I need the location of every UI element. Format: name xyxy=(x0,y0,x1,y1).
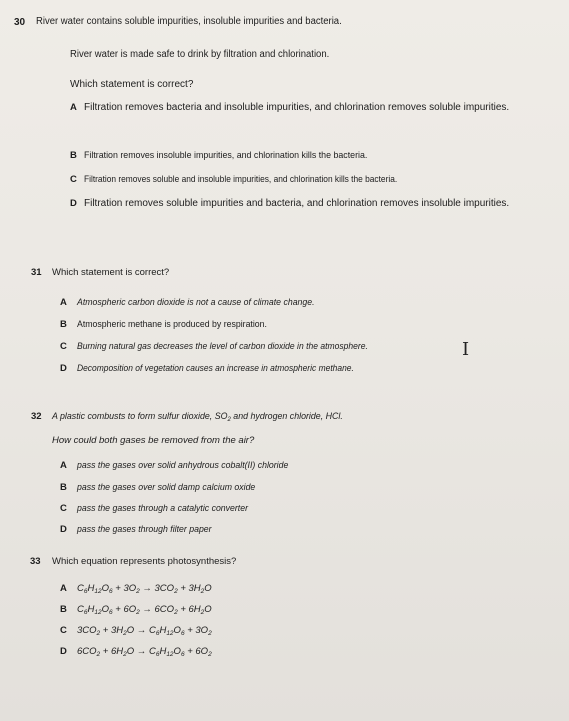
question-number: 31 xyxy=(31,267,42,278)
formula-text: H xyxy=(87,604,95,615)
formula-text: C xyxy=(77,583,84,594)
subscript: 2 xyxy=(208,651,212,658)
subscript: 12 xyxy=(166,630,174,637)
formula-text: H xyxy=(159,625,167,636)
formula-text: → 3CO xyxy=(139,583,175,594)
formula-text: O xyxy=(101,604,109,615)
text-cursor-icon: I xyxy=(462,339,470,360)
formula-text: + 3H xyxy=(100,625,124,636)
subscript: 2 xyxy=(96,630,101,637)
subscript: 6 xyxy=(109,609,113,616)
formula-text: + 6O xyxy=(112,604,137,615)
subscript: 6 xyxy=(180,651,185,658)
formula-text: O xyxy=(204,583,212,594)
question-stem: Which statement is correct? xyxy=(52,267,170,278)
formula-text: O xyxy=(204,604,212,615)
formula-text: O → C xyxy=(126,625,156,636)
exam-page: 30 River water contains soluble impurities, insoluble impurities and bacteria. River water is made safe to drink by filtration and chlorination. Which statement is correct? A Filtration removes bacteria and insoluble impurities, and chlorination removes soluble impurities. B Filtration removes insoluble impurities, and chlorination kills the bacteria. C Filtration removes soluble and insoluble impurities, and chlorination kills the bacteria. D Filtration removes soluble impurities and bacteria, and chlorination removes insoluble impurities. 31 Which statement is correct? A Atmospheric carbon dioxide is not a cause of climate change. B Atmospheric methane is produced by respiration. C Burning natural gas decreases the level of carbon dioxide in the atmosphere. D Decomposition of vegetation causes an increase in atmospheric methane. I 32 A plastic combusts to form sulfur dioxide, $SO_2$ and hydrogen chloride, HCl. How could both gases be removed from the air? A pass the gases over solid anhydrous cobalt(II) chloride B pass the gases over solid damp calcium oxide C pass the gases through a catalytic converter D pass the gases through filter paper 33 Which equation represents photosynthesis? A $C_6H_{12}O_6 + 3O_2 \to 3CO_2 + 3H_2O$ B $C_6H_{12}O_6 + 6O_2 \to 6CO_2 + 6H_2O$ C $3CO_2 + 3H_2O \to C_6H_{12}O_6 + 3O_2$ D $6CO_2 + 6H_2O \to C_6H_{12}O_6 + 6O_2$ xyxy=(0,0,569,721)
question-stem: Which equation represents photosynthesis? xyxy=(52,556,237,567)
formula-text: C xyxy=(77,604,84,615)
subscript: 2 xyxy=(200,609,205,616)
question-stem: A plastic combusts to form sulfur dioxide, $SO_2$ and hydrogen chloride, HCl. xyxy=(52,411,343,423)
subscript: 6 xyxy=(155,630,160,637)
formula-text: → 6CO xyxy=(139,604,175,615)
formula-text: + 6O xyxy=(184,646,209,657)
question-context: River water is made safe to drink by filtration and chlorination. xyxy=(70,49,330,60)
subscript: 6 xyxy=(109,588,113,595)
formula-text: O xyxy=(173,646,181,657)
subscript: 12 xyxy=(166,651,174,658)
subscript: 2 xyxy=(174,588,178,595)
question-stem: River water contains soluble impurities, insoluble impurities and bacteria. xyxy=(36,16,342,27)
question-prompt: How could both gases be removed from the air? xyxy=(52,435,255,446)
formula-text: 3CO xyxy=(77,625,97,636)
formula-text: O xyxy=(101,583,109,594)
formula-text: + 3O xyxy=(184,625,209,636)
question-number: 33 xyxy=(30,556,41,567)
subscript: 6 xyxy=(180,630,185,637)
subscript: 2 xyxy=(136,609,140,616)
subscript: 6 xyxy=(83,588,88,595)
formula-text: + 6H xyxy=(100,646,124,657)
subscript: 12 xyxy=(94,609,102,616)
subscript: 2 xyxy=(200,588,205,595)
question-number: 30 xyxy=(14,17,26,28)
subscript: 2 xyxy=(208,630,212,637)
equation xyxy=(77,604,212,619)
equation xyxy=(77,583,212,598)
formula-text: H xyxy=(87,583,95,594)
formula-text: H xyxy=(159,646,167,657)
subscript: 2 xyxy=(123,630,127,637)
subscript: 2 xyxy=(136,588,140,595)
subscript: 2 xyxy=(123,651,127,658)
formula-text: + 6H xyxy=(177,604,201,615)
equation xyxy=(77,646,212,661)
formula-text: + 3O xyxy=(112,583,137,594)
subscript: 12 xyxy=(94,588,102,595)
question-prompt: Which statement is correct? xyxy=(70,79,194,90)
equation xyxy=(77,625,212,640)
subscript: 2 xyxy=(174,609,178,616)
question-number: 32 xyxy=(31,411,42,422)
formula-text: 6CO xyxy=(77,646,97,657)
formula-text: + 3H xyxy=(177,583,201,594)
subscript: 2 xyxy=(96,651,101,658)
subscript: 6 xyxy=(155,651,160,658)
formula-text: O xyxy=(173,625,181,636)
subscript: 6 xyxy=(83,609,88,616)
formula-text: O → C xyxy=(126,646,156,657)
